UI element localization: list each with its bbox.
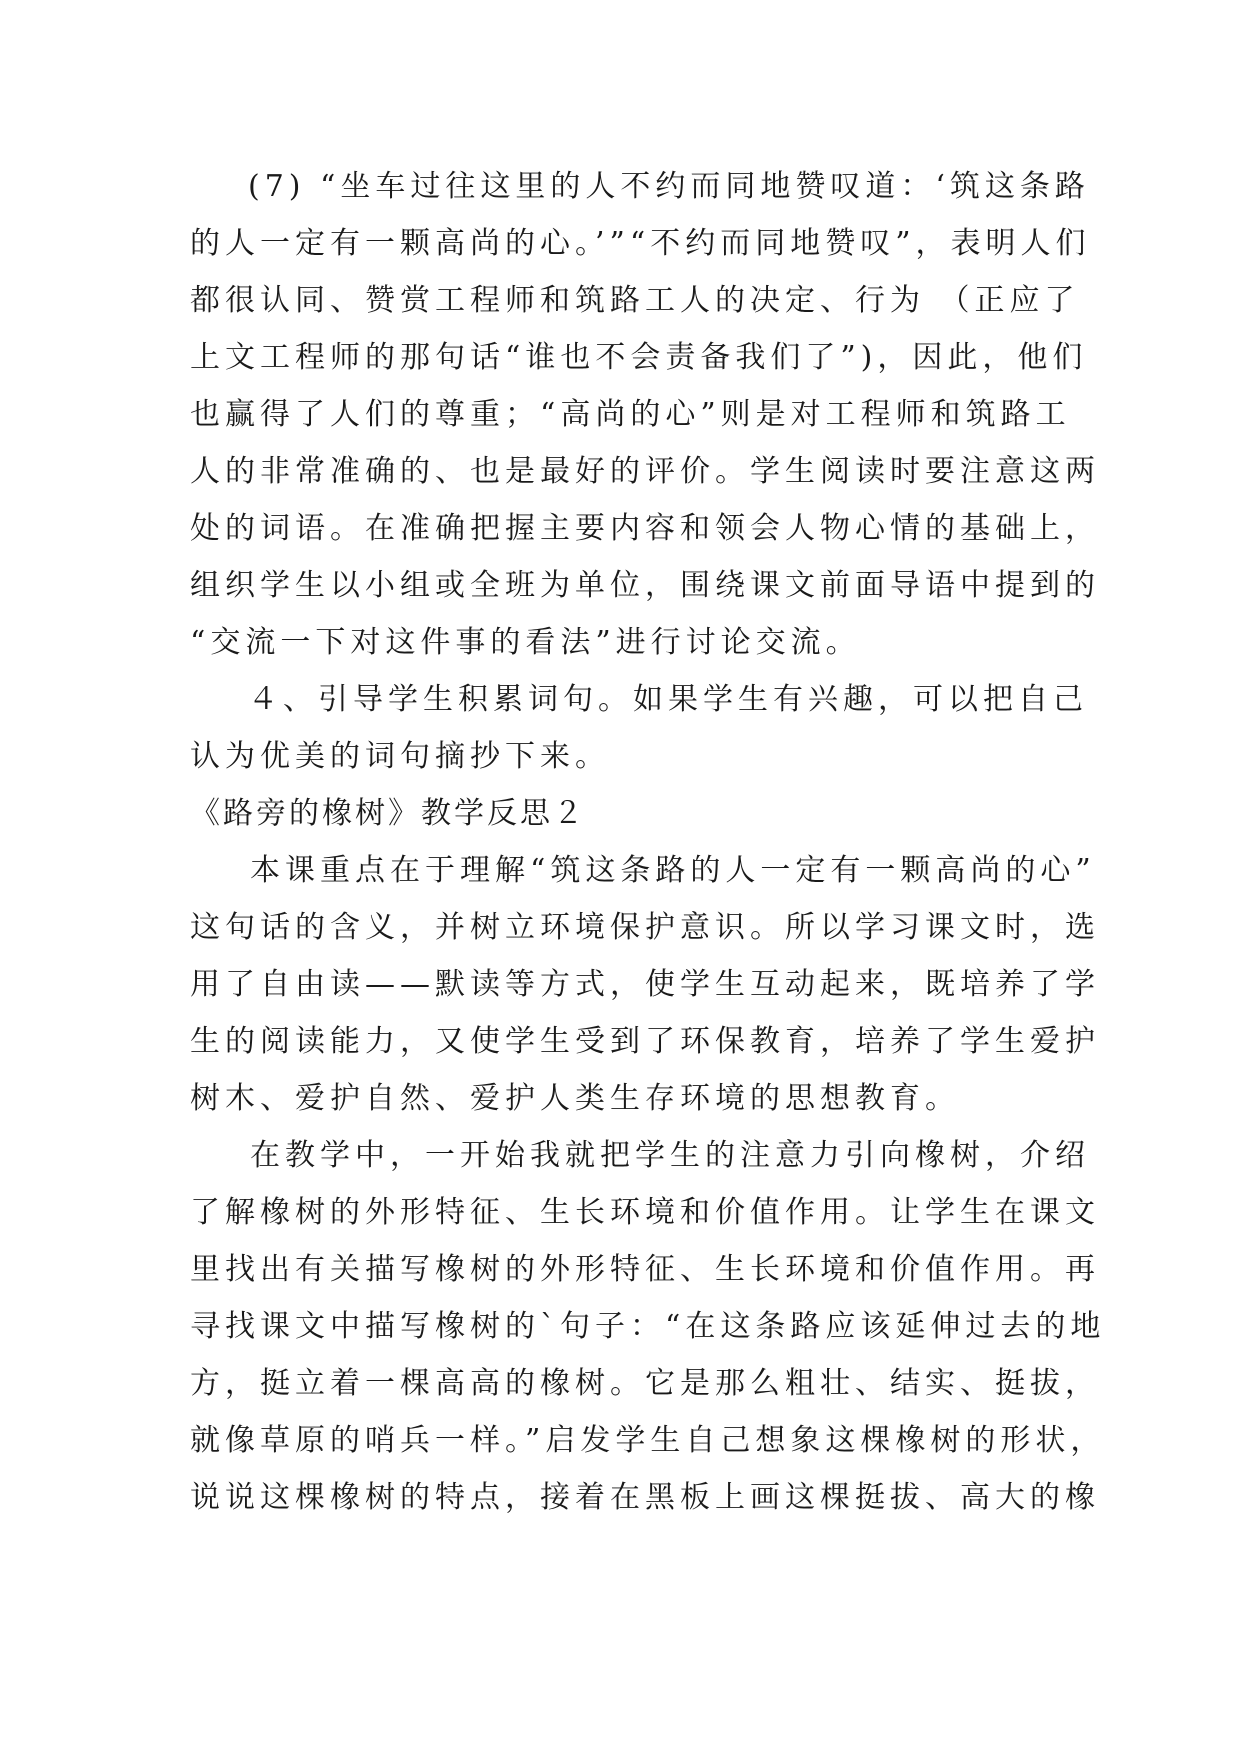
text-line: 也赢得了人们的尊重；“高尚的心”则是对工程师和筑路工 <box>190 397 1071 432</box>
text-line: ４、引导学生积累词句。如果学生有兴趣，可以把自己 <box>248 682 1088 717</box>
text-line: 里找出有关描写橡树的外形特征、生长环境和价值作用。再 <box>190 1252 1100 1287</box>
text-line: 的人一定有一颗高尚的心。’”“不约而同地赞叹”，表明人们 <box>190 226 1091 261</box>
text-line: 人的非常准确的、也是最好的评价。学生阅读时要注意这两 <box>190 454 1100 489</box>
text-line: 上文工程师的那句话“谁也不会责备我们了”)，因此，他们 <box>190 340 1088 375</box>
text-line: 在教学中，一开始我就把学生的注意力引向橡树，介绍 <box>250 1138 1090 1173</box>
document-body <box>190 158 1106 1526</box>
text-line: 就像草原的哨兵一样。”启发学生自己想象这棵橡树的形状， <box>190 1423 1106 1458</box>
text-line: (7) “坐车过往这里的人不约而同地赞叹道：‘筑这条路 <box>248 169 1090 204</box>
section-heading: 《路旁的橡树》教学反思２ <box>190 796 586 831</box>
text-line: 用了自由读——默读等方式，使学生互动起来，既培养了学 <box>190 967 1100 1002</box>
text-line: 这句话的含义，并树立环境保护意识。所以学习课文时，选 <box>190 910 1100 945</box>
text-line: 生的阅读能力，又使学生受到了环保教育，培养了学生爱护 <box>190 1024 1100 1059</box>
text-line: 说说这棵橡树的特点，接着在黑板上画这棵挺拔、高大的橡 <box>190 1480 1100 1515</box>
text-line: 处的词语。在准确把握主要内容和领会人物心情的基础上， <box>190 511 1100 546</box>
text-line: 组织学生以小组或全班为单位，围绕课文前面导语中提到的 <box>190 568 1100 603</box>
text-line: 了解橡树的外形特征、生长环境和价值作用。让学生在课文 <box>190 1195 1100 1230</box>
text-line: 都很认同、赞赏工程师和筑路工人的决定、行为 （正应了 <box>190 283 1080 318</box>
text-line: 认为优美的词句摘抄下来。 <box>190 739 610 774</box>
text-line: 寻找课文中描写橡树的`句子：“在这条路应该延伸过去的地 <box>190 1309 1106 1344</box>
text-line: 本课重点在于理解“筑这条路的人一定有一颗高尚的心” <box>250 853 1096 888</box>
text-line: “交流一下对这件事的看法”进行讨论交流。 <box>190 625 861 660</box>
text-line: 树木、爱护自然、爱护人类生存环境的思想教育。 <box>190 1081 960 1116</box>
text-line: 方，挺立着一棵高高的橡树。它是那么粗壮、结实、挺拔， <box>190 1366 1100 1401</box>
